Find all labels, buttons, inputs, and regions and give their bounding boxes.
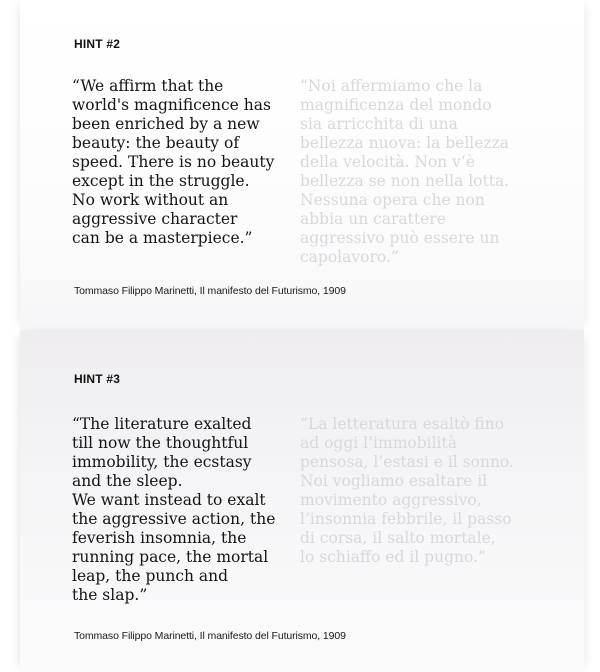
hint-2-label: HINT #2 [74, 37, 121, 51]
hint-2-citation: Tommaso Filippo Marinetti, Il manifesto del Futurismo, 1909 [74, 285, 346, 297]
hint-2-quote-english: “We affirm that the world's magnificence has been enriched by a new beauty: the beauty of speed. There is no beauty except in the struggle. No work without an aggressive character can be a masterpiece.” [72, 77, 275, 247]
hint-2-quote-italian: “Noi affermiamo che la magnificenza del mondo sia arricchita di una bellezza nuova: la bellezza della velocità. Non v’è bellezza se non nella lotta. Nessuna opera che non abbia un carattere aggressivo può essere un capolavoro.” [300, 77, 510, 266]
hint-3-quote-italian: “La letteratura esaltò fino ad oggi l’immobilità pensosa, l’estasi e il sonno. Noi vogliamo esaltare il movimento aggressivo, l’insonnia febbrile, il passo di corsa, il salto mortale, lo schiaffo ed il pugno.” [300, 415, 514, 566]
hint-3-citation: Tommaso Filippo Marinetti, Il manifesto del Futurismo, 1909 [74, 630, 346, 642]
hint-3-label: HINT #3 [74, 372, 121, 386]
hint-3-quote-english: “The literature exalted till now the thoughtful immobility, the ecstasy and the sleep. We want instead to exalt the aggressive action, the feverish insomnia, the running pace, the mortal leap, the punch and the slap.” [72, 415, 276, 604]
